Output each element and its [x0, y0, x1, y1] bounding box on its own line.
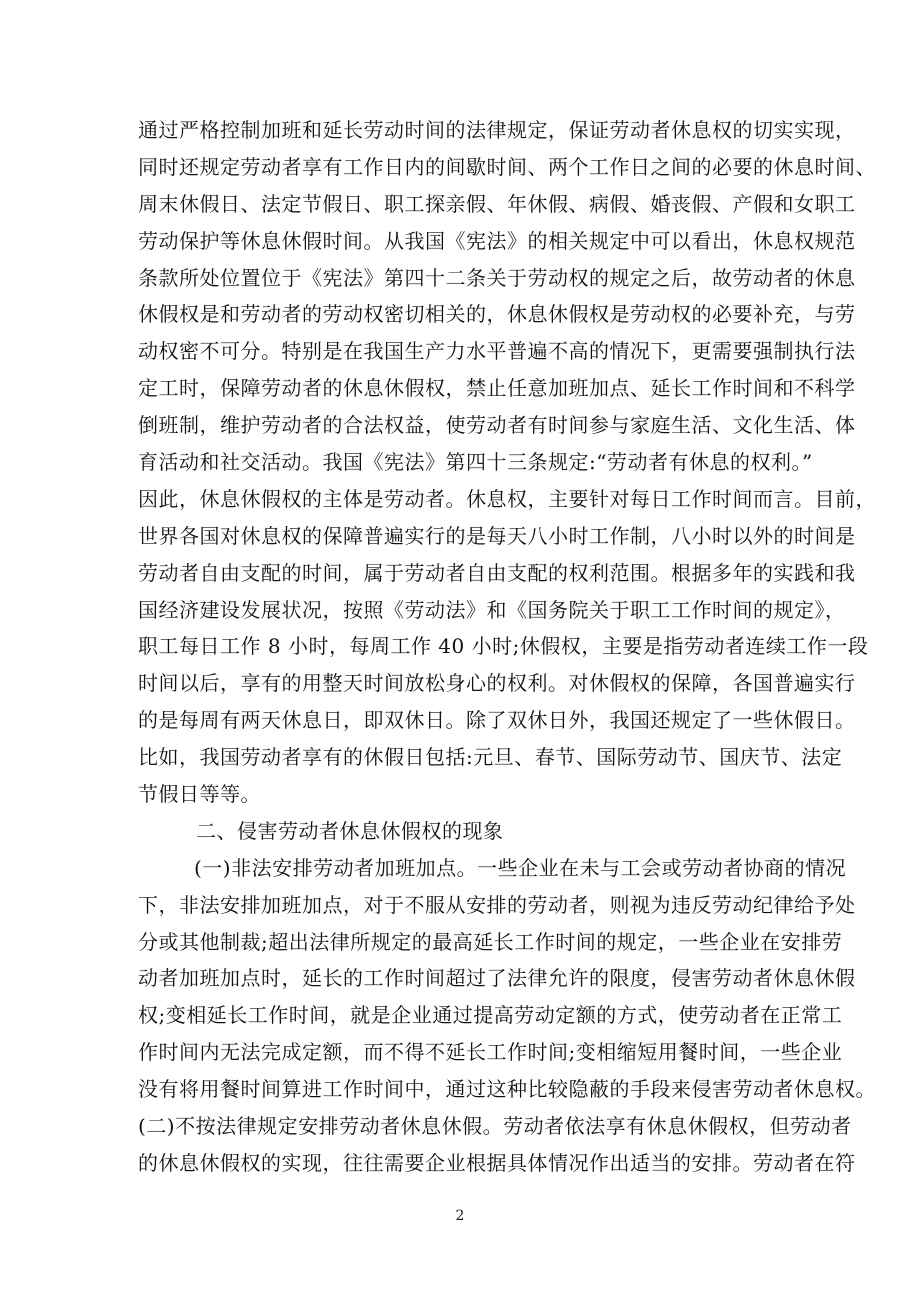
- text-line: 周末休假日、法定节假日、职工探亲假、年休假、病假、婚丧假、产假和女职工: [138, 191, 856, 216]
- text-line: 定工时，保障劳动者的休息休假权，禁止任意加班加点、延长工作时间和不科学: [138, 376, 856, 401]
- text-line: 通过严格控制加班和延长劳动时间的法律规定，保证劳动者休息权的切实实现，: [138, 118, 856, 142]
- text-line: (一)非法安排劳动者加班加点。一些企业在未与工会或劳动者协商的情况: [194, 855, 847, 880]
- text-line: 世界各国对休息权的保障普遍实行的是每天八小时工作制，八小时以外的时间是: [138, 523, 856, 548]
- text-line: 时间以后，享有的用整天时间放松身心的权利。对休假权的保障，各国普遍实行: [138, 671, 856, 696]
- text-line: 育活动和社交活动。我国《宪法》第四十三条规定:“劳动者有休息的权利。”: [138, 450, 813, 475]
- text-line: 劳动保护等休息休假时间。从我国《宪法》的相关规定中可以看出，休息权规范: [138, 228, 856, 253]
- text-line: 下，非法安排加班加点，对于不服从安排的劳动者，则视为违反劳动纪律给予处: [138, 892, 856, 917]
- text-line: 的休息休假权的实现，往往需要企业根据具体情况作出适当的安排。劳动者在符: [138, 1150, 856, 1175]
- text-line: 动权密不可分。特别是在我国生产力水平普遍不高的情况下，更需要强制执行法: [138, 339, 856, 364]
- text-line: 没有将用餐时间算进工作时间中，通过这种比较隐蔽的手段来侵害劳动者休息权。: [138, 1077, 876, 1102]
- text-line: 倒班制，维护劳动者的合法权益，使劳动者有时间参与家庭生活、文化生活、体: [138, 413, 856, 438]
- text-line: 因此，休息休假权的主体是劳动者。休息权，主要针对每日工作时间而言。目前，: [138, 486, 876, 511]
- text-line: 国经济建设发展状况，按照《劳动法》和《国务院关于职工工作时间的规定》，: [138, 597, 846, 622]
- body-text: [138, 112, 876, 1182]
- text-line: 节假日等等。: [138, 782, 261, 807]
- text-line: 劳动者自由支配的时间，属于劳动者自由支配的权利范围。根据多年的实践和我: [138, 560, 856, 585]
- text-line: 同时还规定劳动者享有工作日内的间歇时间、两个工作日之间的必要的休息时间、: [138, 154, 876, 179]
- text-line: 分或其他制裁;超出法律所规定的最高延长工作时间的规定，一些企业在安排劳: [138, 929, 843, 954]
- text-line: 休假权是和劳动者的劳动权密切相关的，休息休假权是劳动权的必要补充，与劳: [138, 302, 856, 327]
- text-line: 条款所处位置位于《宪法》第四十二条关于劳动权的规定之后，故劳动者的休息: [138, 265, 856, 290]
- text-line: (二)不按法律规定安排劳动者休息休假。劳动者依法享有休息休假权，但劳动者: [138, 1114, 852, 1139]
- text-line: 职工每日工作 8 小时，每周工作 40 小时;休假权，主要是指劳动者连续工作一段: [138, 634, 869, 659]
- text-line: 权;变相延长工作时间，就是企业通过提高劳动定额的方式，使劳动者在正常工: [138, 1003, 843, 1028]
- section-heading: 二、侵害劳动者休息休假权的现象: [196, 818, 504, 843]
- page-number: 2: [455, 1208, 465, 1224]
- text-line: 动者加班加点时，延长的工作时间超过了法律允许的限度，侵害劳动者休息休假: [138, 966, 856, 991]
- text-line: 比如，我国劳动者享有的休假日包括:元旦、春节、国际劳动节、国庆节、法定: [138, 745, 843, 770]
- text-line: 的是每周有两天休息日，即双休日。除了双休日外，我国还规定了一些休假日。: [138, 708, 856, 733]
- text-line: 作时间内无法完成定额，而不得不延长工作时间;变相缩短用餐时间，一些企业: [138, 1040, 843, 1065]
